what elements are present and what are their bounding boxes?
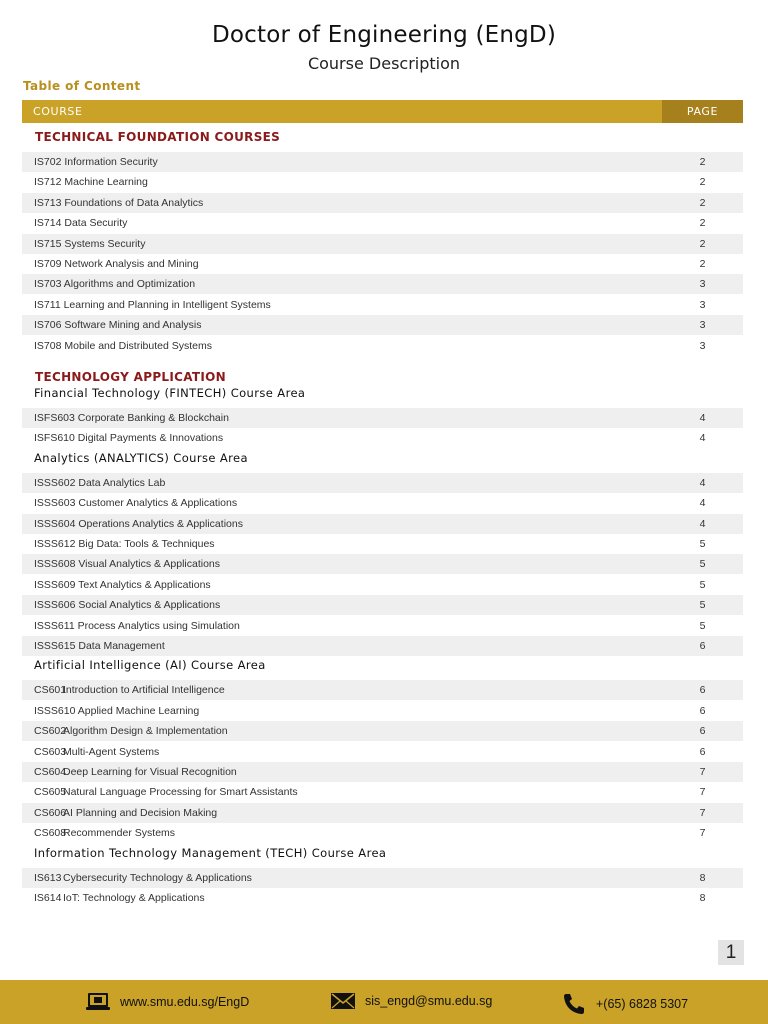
- course-name: IS712 Machine Learning: [34, 176, 148, 189]
- course-code: CS601: [34, 684, 67, 697]
- course-code: CS604: [34, 766, 67, 778]
- course-page: 6: [699, 640, 706, 652]
- course-page: 4: [699, 476, 706, 489]
- subsection-heading: Financial Technology (FINTECH) Course Area: [34, 386, 306, 400]
- course-name: ISSS608 Visual Analytics & Applications: [34, 558, 221, 571]
- course-page: 7: [699, 806, 706, 819]
- course-name: Algorithm Design & Implementation: [63, 725, 228, 738]
- subsection-heading: Information Technology Management (TECH) Course Area: [34, 845, 387, 860]
- course-page: 6: [699, 745, 706, 758]
- envelope-icon: [331, 992, 355, 1010]
- course-code: IS614: [34, 892, 62, 904]
- course-name: ISSS603 Customer Analytics & Applications: [34, 497, 238, 510]
- course-name: Cybersecurity Technology & Applications: [63, 871, 252, 884]
- subsection-heading: Artificial Intelligence (AI) Course Area: [34, 658, 266, 673]
- table-row[interactable]: [22, 742, 743, 762]
- table-row[interactable]: [22, 514, 743, 534]
- course-name: IS711 Learning and Planning in Intelligent Systems: [34, 298, 271, 311]
- table-row[interactable]: [22, 762, 743, 782]
- course-page: 3: [699, 319, 706, 332]
- course-page: 4: [699, 497, 706, 510]
- table-row[interactable]: [22, 193, 743, 213]
- phone-icon: [562, 992, 586, 1016]
- course-name: IS703 Algorithms and Optimization: [34, 278, 196, 291]
- table-row[interactable]: [22, 172, 743, 192]
- course-code: IS613: [34, 871, 62, 884]
- table-row[interactable]: [22, 254, 743, 274]
- page-title: Doctor of Engineering (EngD): [211, 22, 557, 48]
- course-name: ISSS611 Process Analytics using Simulation: [34, 619, 240, 632]
- course-page: 8: [699, 871, 706, 884]
- course-page: 5: [699, 619, 706, 632]
- course-page: 7: [699, 766, 706, 778]
- table-row[interactable]: [22, 234, 743, 254]
- course-page: 4: [699, 412, 706, 424]
- table-row[interactable]: [22, 823, 743, 843]
- course-name: ISSS612 Big Data: Tools & Techniques: [34, 538, 215, 550]
- table-row[interactable]: [22, 274, 743, 294]
- footer-email[interactable]: [331, 992, 492, 1010]
- course-page: 2: [699, 176, 706, 189]
- table-row[interactable]: [22, 295, 743, 315]
- course-name: IS708 Mobile and Distributed Systems: [34, 339, 213, 352]
- course-page: 2: [699, 196, 706, 209]
- course-name: IS706 Software Mining and Analysis: [34, 319, 202, 332]
- course-name: ISSS606 Social Analytics & Applications: [34, 599, 221, 612]
- course-page: 3: [699, 278, 706, 291]
- toc-header-bar: [22, 100, 743, 123]
- email-link[interactable]: sis_engd@smu.edu.sg: [365, 994, 493, 1008]
- laptop-icon: [86, 992, 110, 1012]
- table-row[interactable]: [22, 473, 743, 493]
- course-name: ISSS615 Data Management: [34, 640, 165, 652]
- table-row[interactable]: [22, 336, 743, 356]
- course-name: ISSS604 Operations Analytics & Applications: [34, 517, 243, 530]
- table-row[interactable]: [22, 595, 743, 615]
- table-of-content-label: Table of Content: [23, 79, 141, 93]
- course-page: 7: [699, 827, 706, 840]
- table-row[interactable]: [22, 213, 743, 233]
- course-page: 7: [699, 786, 706, 799]
- course-code: CS608: [34, 827, 67, 840]
- table-row[interactable]: [22, 408, 743, 428]
- course-page: 3: [699, 339, 706, 352]
- course-page: 6: [699, 725, 706, 738]
- course-name: Introduction to Artificial Intelligence: [63, 684, 225, 697]
- course-page: 2: [699, 217, 706, 230]
- course-name: ISSS609 Text Analytics & Applications: [34, 578, 211, 591]
- course-name: IS715 Systems Security: [34, 237, 146, 250]
- course-name: IS714 Data Security: [34, 217, 128, 230]
- table-row[interactable]: [22, 701, 743, 721]
- footer-phone[interactable]: [562, 992, 688, 1016]
- course-name: Multi-Agent Systems: [63, 745, 160, 758]
- course-code: CS602: [34, 725, 67, 738]
- course-name: ISSS602 Data Analytics Lab: [34, 476, 166, 489]
- table-row[interactable]: [22, 428, 743, 448]
- table-row[interactable]: [22, 636, 743, 656]
- course-code: CS605: [34, 786, 67, 799]
- page-number: 1: [718, 940, 744, 965]
- course-page: 5: [699, 578, 706, 591]
- table-row[interactable]: [22, 315, 743, 335]
- course-name: Recommender Systems: [63, 827, 176, 840]
- table-row[interactable]: [22, 868, 743, 888]
- course-name: ISSS610 Applied Machine Learning: [34, 704, 200, 717]
- page-subtitle: Course Description: [307, 54, 461, 73]
- table-row[interactable]: [22, 721, 743, 741]
- course-page: 5: [699, 538, 706, 550]
- course-page: 4: [699, 432, 706, 445]
- course-page: 5: [699, 599, 706, 612]
- course-name: IS709 Network Analysis and Mining: [34, 258, 199, 270]
- footer-website[interactable]: [86, 992, 249, 1012]
- table-row[interactable]: [22, 493, 743, 513]
- website-link[interactable]: www.smu.edu.sg/EngD: [120, 995, 250, 1009]
- course-page: 4: [699, 517, 706, 530]
- course-page: 3: [699, 298, 706, 311]
- page-column-header: PAGE: [662, 100, 743, 123]
- course-name: Natural Language Processing for Smart Assistants: [63, 786, 298, 799]
- table-row[interactable]: [22, 803, 743, 823]
- section-heading: TECHNOLOGY APPLICATION: [35, 370, 226, 384]
- course-page: 6: [699, 684, 706, 697]
- table-row[interactable]: [22, 534, 743, 554]
- section-heading: TECHNICAL FOUNDATION COURSES: [35, 130, 281, 144]
- course-page: 2: [699, 156, 706, 168]
- course-page: 8: [699, 892, 706, 904]
- course-name: Deep Learning for Visual Recognition: [63, 766, 237, 778]
- table-row[interactable]: [22, 888, 743, 908]
- course-name: ISFS610 Digital Payments & Innovations: [34, 432, 224, 445]
- subsection-heading: Analytics (ANALYTICS) Course Area: [34, 450, 248, 465]
- table-row[interactable]: [22, 680, 743, 700]
- course-name: IS702 Information Security: [34, 156, 158, 168]
- table-row[interactable]: [22, 152, 743, 172]
- table-row[interactable]: [22, 554, 743, 574]
- course-name: AI Planning and Decision Making: [63, 806, 218, 819]
- course-page: 2: [699, 237, 706, 250]
- course-code: CS606: [34, 806, 67, 819]
- course-column-header: COURSE: [33, 105, 83, 118]
- course-code: CS603: [34, 745, 67, 758]
- phone-number[interactable]: +(65) 6828 5307: [596, 997, 689, 1011]
- course-page: 2: [699, 258, 706, 270]
- footer-bar: [0, 980, 768, 1024]
- course-page: 5: [699, 558, 706, 571]
- table-row[interactable]: [22, 782, 743, 802]
- course-name: ISFS603 Corporate Banking & Blockchain: [34, 412, 229, 424]
- table-row[interactable]: [22, 616, 743, 636]
- course-name: IS713 Foundations of Data Analytics: [34, 196, 204, 209]
- table-row[interactable]: [22, 575, 743, 595]
- course-name: IoT: Technology & Applications: [63, 892, 205, 904]
- course-page: 6: [699, 704, 706, 717]
